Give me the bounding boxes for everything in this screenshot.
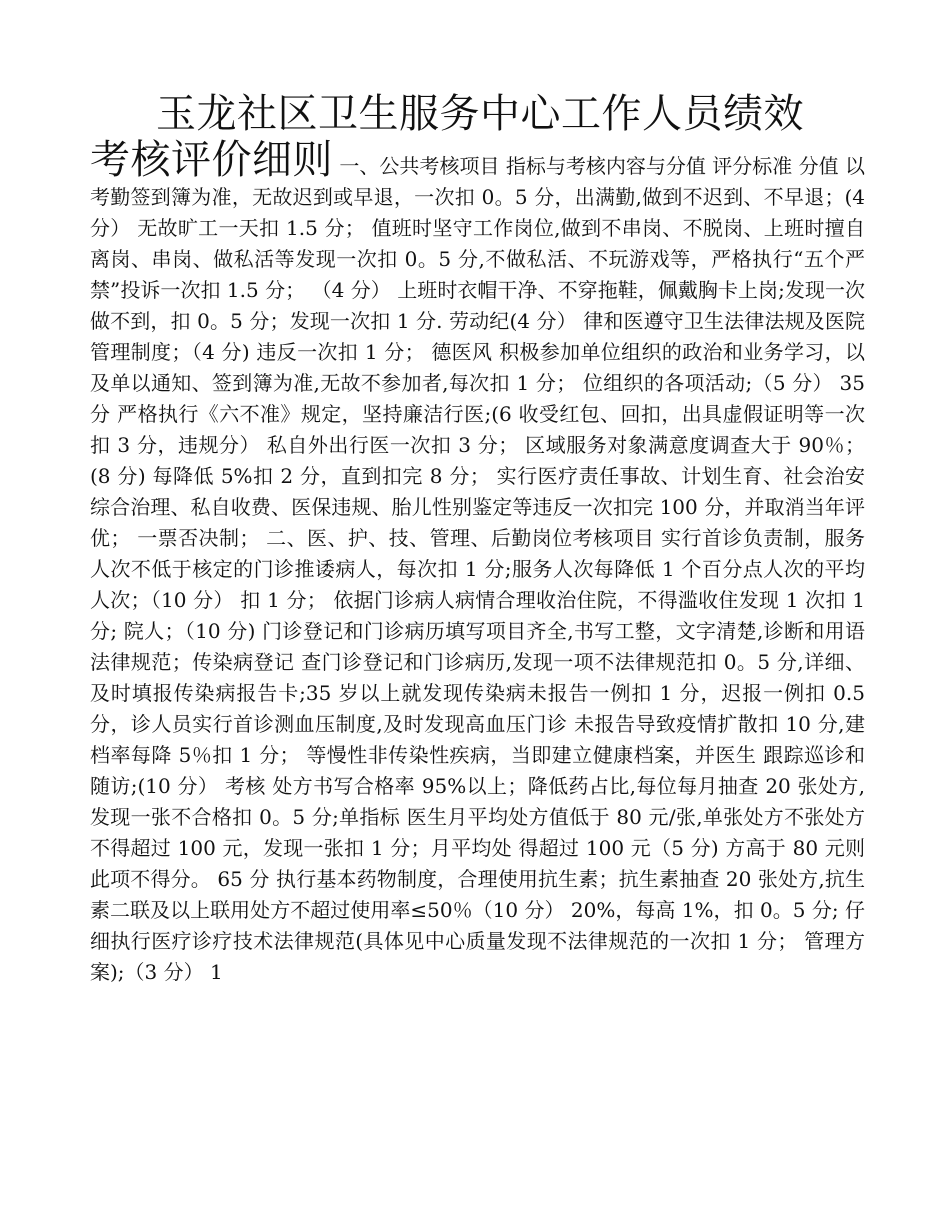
document-title-line2: 考核评价细则 — [90, 137, 334, 183]
document-body-text: 一、公共考核项目 指标与考核内容与分值 评分标准 分值 以考勤签到簿为准，无故迟到或早退，一次扣 0。5 分，出满勤,做到不迟到、不早退；(4 分） 无故旷工一天扣 1.5 分； 值班时坚守工作岗位,做到不串岗、不脱岗、上班时擅自离岗、串岗、做私活等发现一次扣 0。5 分,不做私活、不玩游戏等，严格执行“五个严禁”投诉一次扣 1.5 分； （4 分） 上班时衣帽干净、不穿拖鞋，佩戴胸卡上岗;发现一次做不到，扣 0。5 分；发现一次扣 1 分. 劳动纪(4 分） 律和医遵守卫生法律法规及医院管理制度；（4 分) 违反一次扣 1 分； 德医风 积极参加单位组织的政治和业务学习，以及单以通知、签到簿为准,无故不参加者,每次扣 1 分； 位组织的各项活动;（5 分） 35 分 严格执行《六不准》规定，坚持廉洁行医;(6 收受红包、回扣，出具虚假证明等一次扣 3 分，违规分） 私自外出行医一次扣 3 分； 区域服务对象满意度调查大于 90％；(8 分) 每降低 5%扣 2 分，直到扣完 8 分； 实行医疗责任事故、计划生育、社会治安综合治理、私自收费、医保违规、胎儿性别鉴定等违反一次扣完 100 分，并取消当年评优； 一票否决制； 二、医、护、技、管理、后勤岗位考核项目 实行首诊负责制，服务人次不低于核定的门诊推诿病人，每次扣 1 分;服务人次每降低 1 个百分点人次的平均人次；（10 分） 扣 1 分； 依据门诊病人病情合理收治住院，不得滥收住发现 1 次扣 1 分; 院人；（10 分) 门诊登记和门诊病历填写项目齐全,书写工整，文字清楚,诊断和用语法律规范；传染病登记 查门诊登记和门诊病历,发现一项不法律规范扣 0。5 分,详细、及时填报传染病报告卡;35 岁以上就发现传染病未报告一例扣 1 分，迟报一例扣 0.5 分，诊人员实行首诊测血压制度,及时发现高血压门诊 未报告导致疫情扩散扣 10 分,建档率每降 5％扣 1 分； 等慢性非传染性疾病，当即建立健康档案，并医生 跟踪巡诊和随访;(10 分） 考核 处方书写合格率 95%以上；降低药占比,每位每月抽查 20 张处方,发现一张不合格扣 0。5 分;单指标 医生月平均处方值低于 80 元/张,单张处方不张处方不得超过 100 元，发现一张扣 1 分；月平均处 得超过 100 元（5 分) 方高于 80 元则此项不得分。 65 分 执行基本药物制度，合理使用抗生素；抗生素抽查 20 张处方,抗生素二联及以上联用处方不超过使用率≤50％（10 分） 20%，每高 1%，扣 0。5 分; 仔细执行医疗诊疗技术法律规范(具体见中心质量发现不法律规范的一次扣 1 分； 管理方案);（3 分） 1 — [90, 154, 866, 984]
document-title-line1: 玉龙社区卫生服务中心工作人员绩效 — [156, 91, 804, 137]
document-body — [90, 137, 866, 988]
document-page — [90, 88, 865, 988]
